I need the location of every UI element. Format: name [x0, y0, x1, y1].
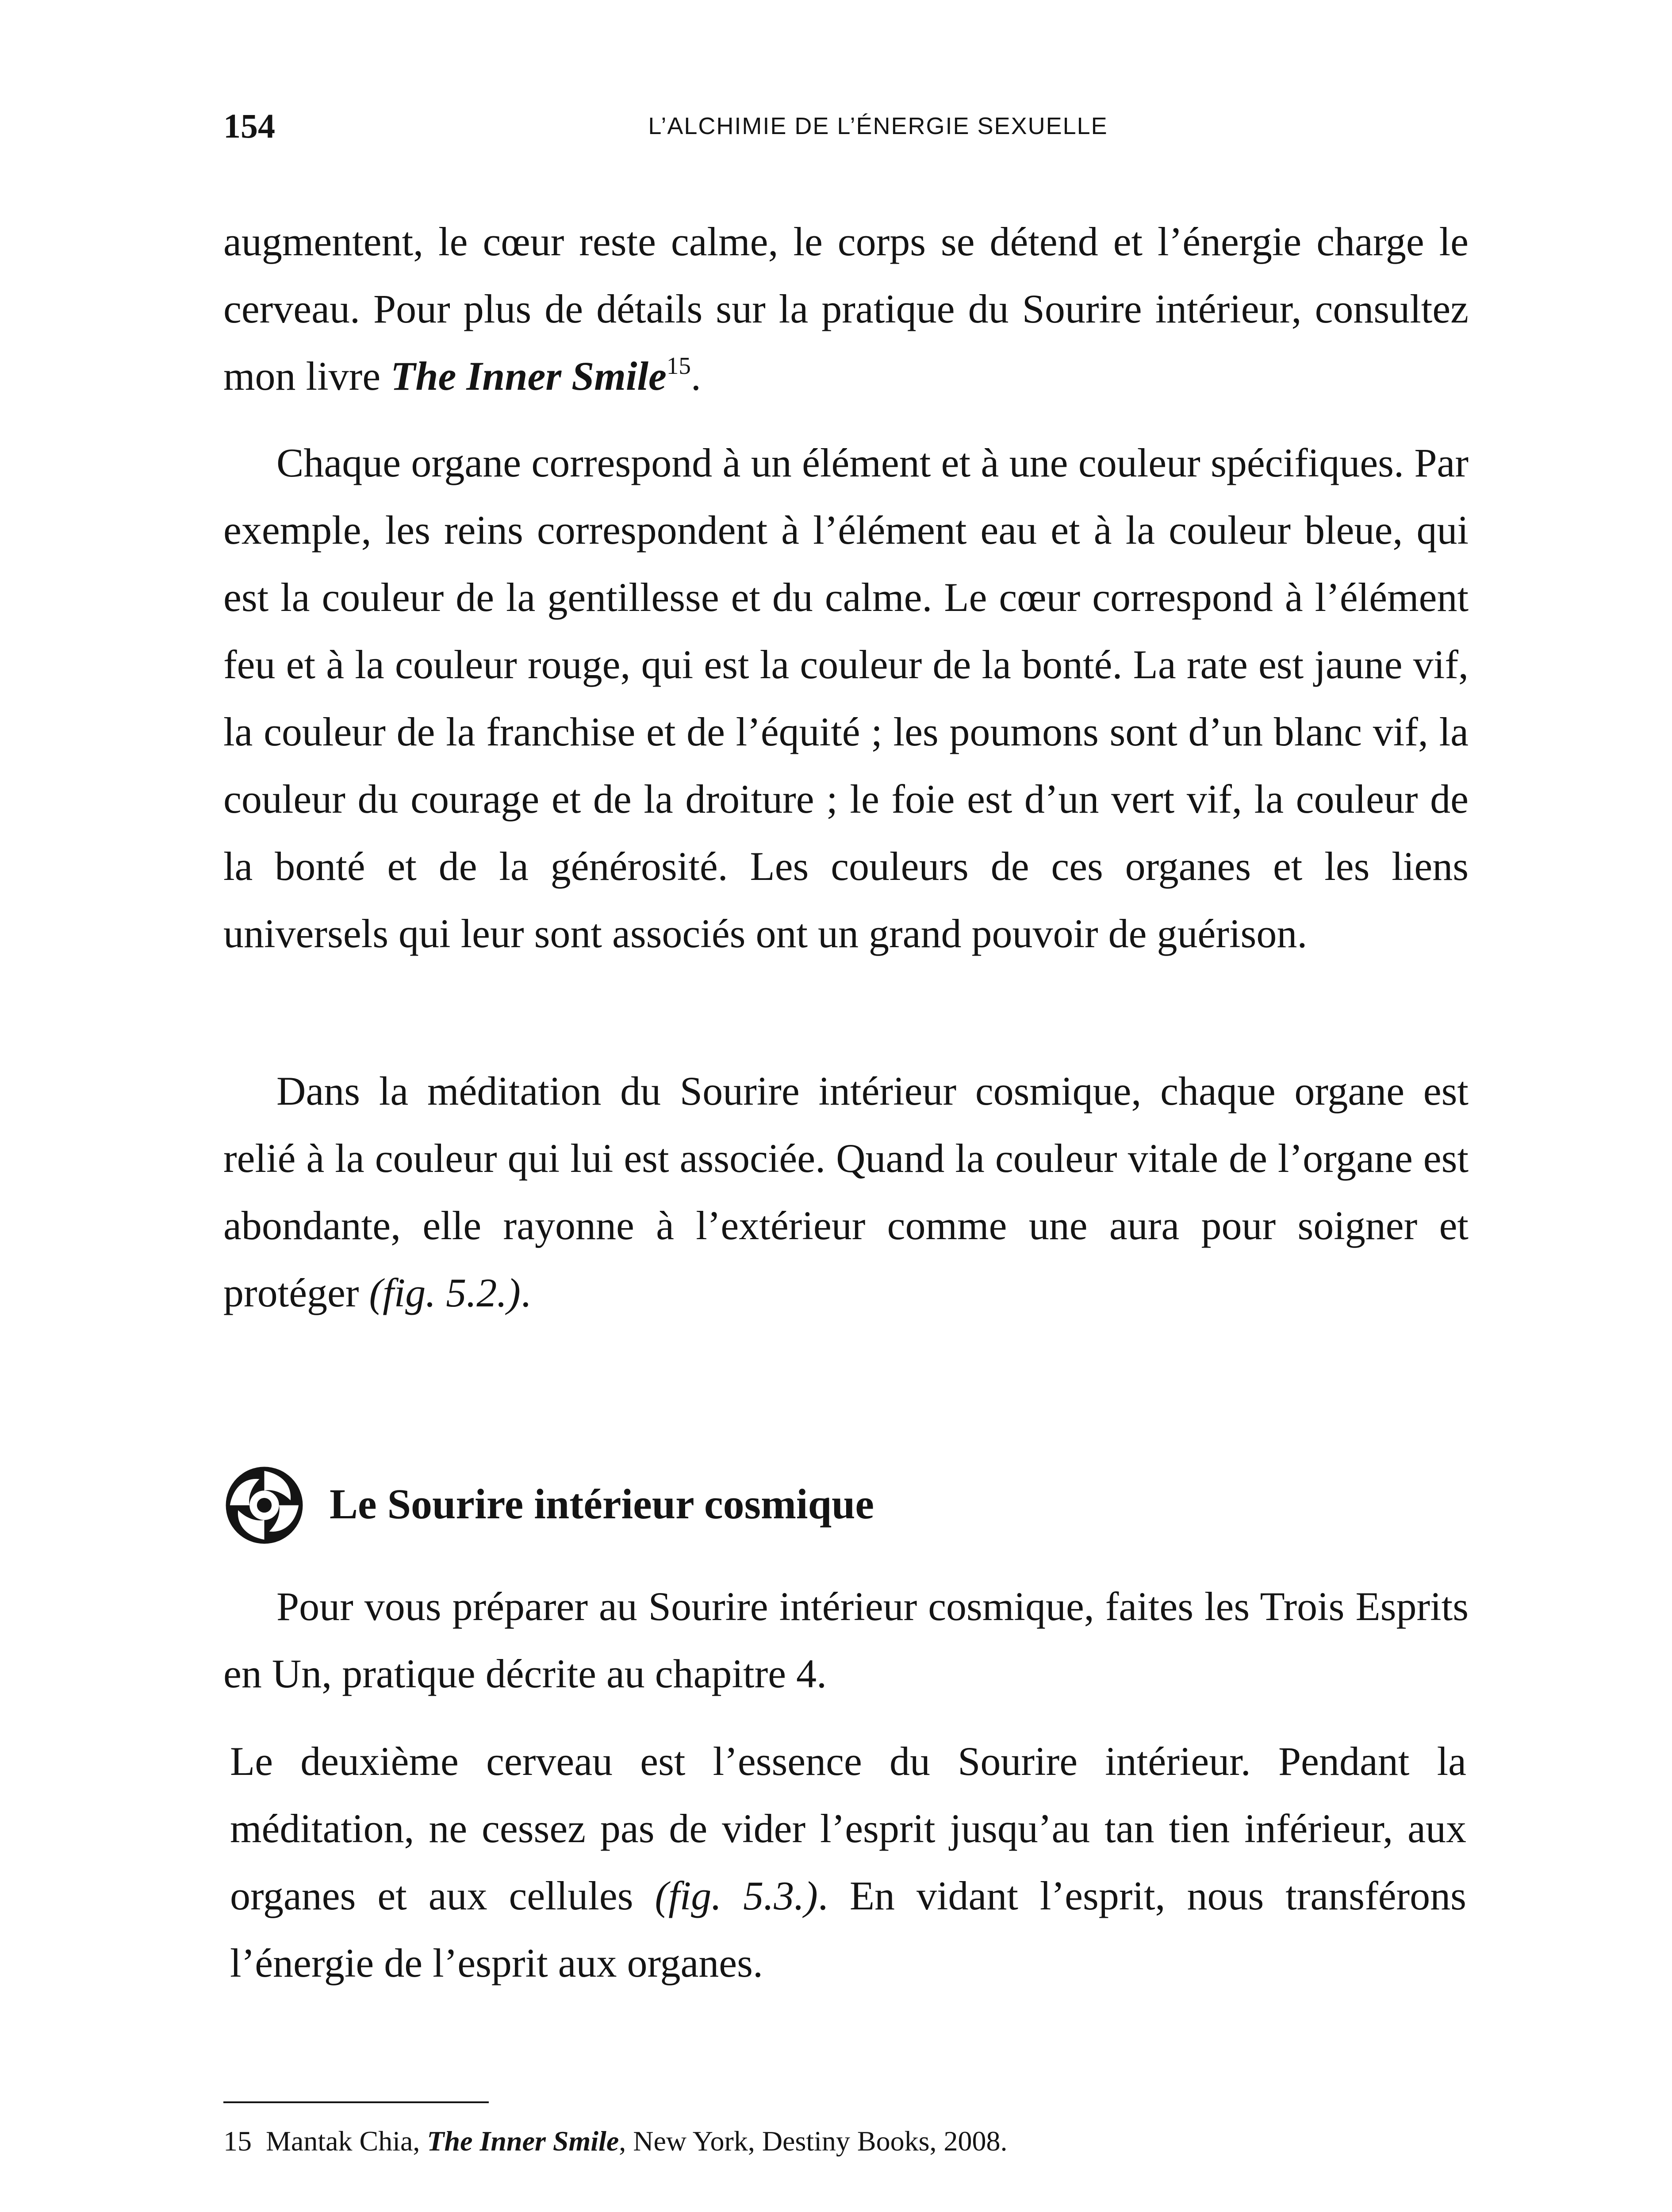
running-title: L’ALCHIMIE DE L’ÉNERGIE SEXUELLE	[648, 113, 1108, 139]
page-header	[223, 104, 1471, 148]
footnote-15	[223, 2119, 1469, 2163]
paragraph-1-end: .	[690, 353, 701, 399]
footnote-number: 15	[223, 2125, 252, 2157]
paragraph-4: Pour vous préparer au Sourire intérieur cosmique, faites les Trois Esprits en Un, pratique décrite au chapitre 4.	[223, 1584, 1469, 1696]
paragraph-1-text: augmentent, le cœur reste calme, le corps se détend et l’énergie charge le cerveau. Pour plus de détails sur la pratique du Sourire intérieur, consultez mon livre	[223, 219, 1469, 399]
section-title: Le Sourire intérieur cosmique	[330, 1480, 874, 1528]
footnote-author: Mantak Chia,	[266, 2125, 427, 2157]
paragraph-3-end: .	[520, 1270, 531, 1315]
figure-reference-5-2: (fig. 5.2.)	[369, 1270, 521, 1315]
footnote-book-title: The Inner Smile	[427, 2125, 619, 2157]
paragraph-5	[230, 1728, 1466, 1997]
book-title-inner-smile: The Inner Smile	[391, 353, 667, 399]
paragraph-5-end: . En vidant l’esprit, nous transférons l’énergie de l’esprit aux organes.	[230, 1873, 1466, 1985]
figure-reference-5-3: (fig. 5.3.)	[655, 1873, 818, 1918]
paragraph-5-text: Le deuxième cerveau est l’essence du Sourire intérieur. Pendant la méditation, ne cessez pas de vider l’esprit jusqu’au tan tien inférieur, aux organes et aux cellules	[230, 1739, 1466, 1918]
paragraph-1	[223, 208, 1469, 410]
footnote-publication: , New York, Destiny Books, 2008.	[619, 2125, 1008, 2157]
paragraph-2: Chaque organe correspond à un élément et à une couleur spécifiques. Par exemple, les reins correspondent à l’élément eau et à la couleur bleue, qui est la couleur de la gentillesse et du calme. Le cœur correspond à l’élément feu et à la couleur rouge, qui est la couleur de la bonté. La rate est jaune vif, la couleur de la franchise et de l’équité ; les poumons sont d’un blanc vif, la couleur du courage et de la droiture ; le foie est d’un vert vif, la couleur de la bonté et de la générosité. Les couleurs de ces organes et les liens universels qui leur sont associés ont un grand pouvoir de guérison.	[223, 440, 1469, 956]
page-number: 154	[223, 107, 275, 145]
footnote-reference-15: 15	[666, 352, 691, 380]
swirl-circle-icon	[223, 1464, 305, 1546]
section-heading	[223, 1460, 1469, 1548]
paragraph-3-text: Dans la méditation du Sourire intérieur cosmique, chaque organe est relié à la couleur qui lui est associée. Quand la couleur vitale de l’organe est abondante, elle rayonne à l’extérieur comme une aura pour soigner et protéger	[223, 1068, 1469, 1315]
footnote-divider	[223, 2101, 489, 2103]
paragraph-3	[223, 1057, 1469, 1326]
